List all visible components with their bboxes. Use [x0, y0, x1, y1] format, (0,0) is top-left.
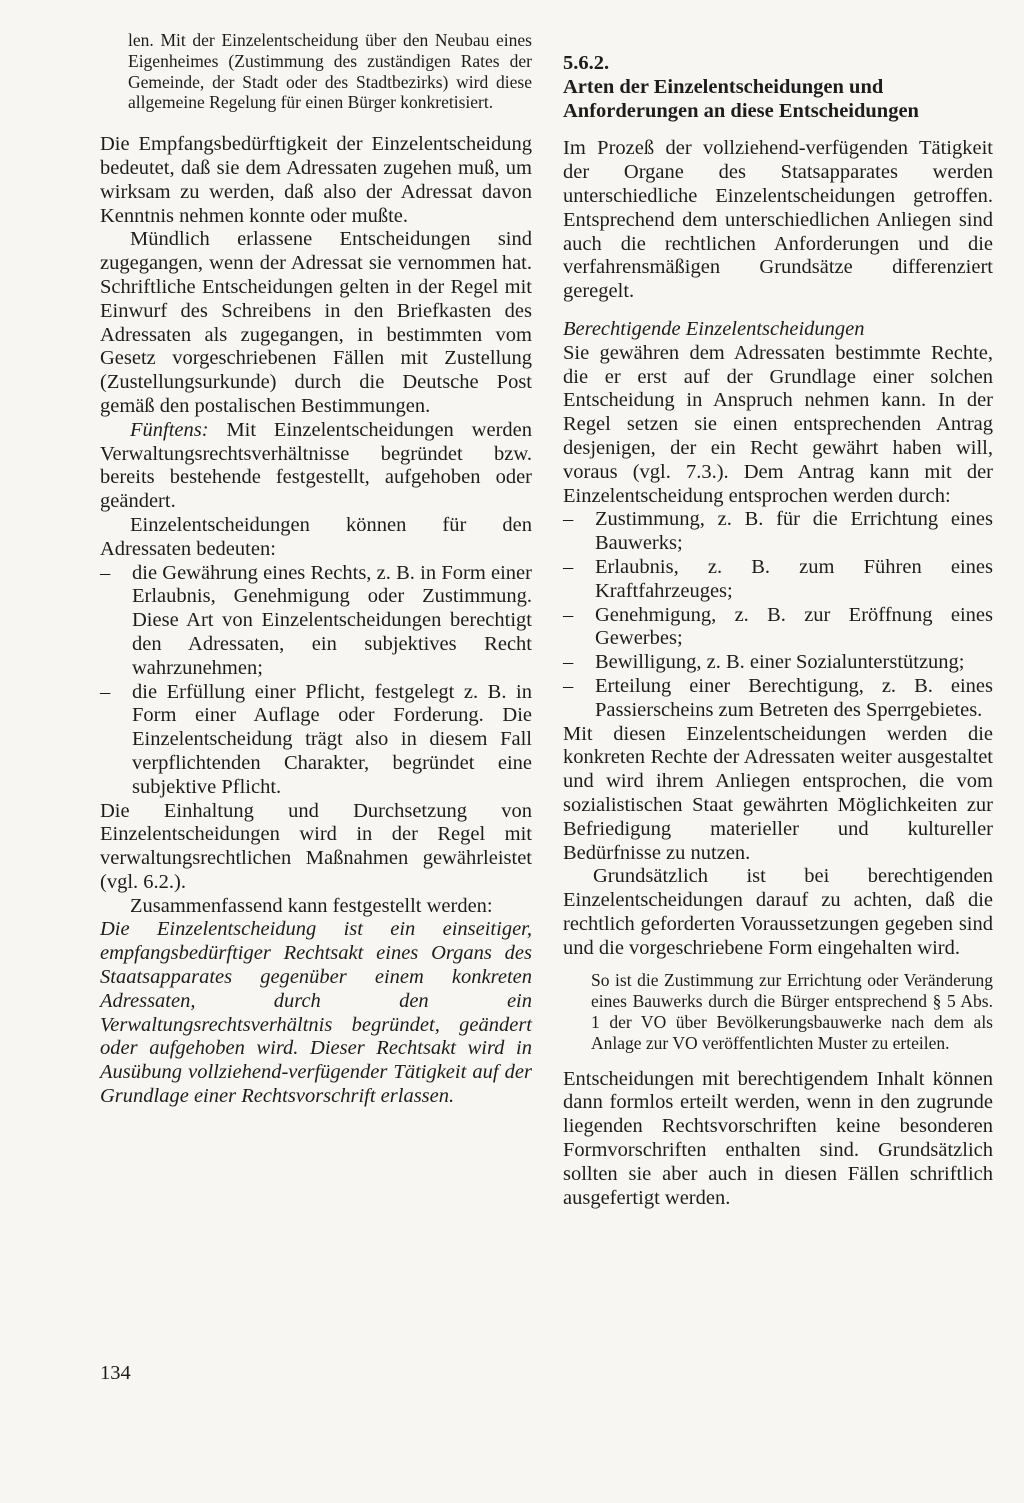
dash-mark: –: [563, 508, 574, 531]
page-number: 134: [100, 1362, 131, 1384]
left-paragraph-3: [100, 419, 532, 514]
right-list-item: [563, 556, 993, 604]
left-paragraph-4: Einzelentscheidungen können für den Adressaten bedeuten:: [100, 513, 532, 560]
subheading: Berechtigende Einzelentscheidungen: [563, 317, 865, 340]
right-list-item: [563, 651, 993, 675]
section-number: 5.6.2.: [563, 52, 610, 74]
right-list-item-text: Genehmigung, z. B. zur Eröffnung eines Gewerbes;: [595, 603, 993, 650]
left-paragraph-6: Zusammenfassend kann festgestellt werden:: [130, 894, 493, 917]
dash-mark: –: [563, 555, 574, 578]
right-paragraph-3: Mit diesen Einzelentscheidungen werden die konkreten Rechte der Adressaten weiter ausgestaltet und wird ihrem Anliegen entsprochen, die vom sozialistischen Staat gewährten Möglichkeiten zur Befriedigung materieller und kultureller Bedürfnisse zu nutzen.: [563, 722, 993, 864]
left-paragraph-3-lead: Fünftens:: [130, 418, 209, 441]
dash-mark: –: [563, 651, 574, 674]
right-paragraph-4: Grundsätzlich ist bei berechtigenden Einzelentscheidungen darauf zu achten, daß die rechtlich geforderten Voraussetzungen gegeben sind und die vorgeschriebene Form eingehalten wird.: [563, 865, 993, 959]
left-list-item: [100, 562, 532, 681]
right-paragraph-2: Sie gewähren dem Adressaten bestimmte Rechte, die er erst auf der Grundlage einer solchen Entscheidung in Anspruch nehmen kann. In der Regel setzen sie einen entsprechenden Antrag desjenigen, der ein Recht gewährt haben will, voraus (vgl. 7.3.). Dem Antrag kann mit der Einzelentscheidung entsprochen werden durch:: [563, 341, 993, 507]
left-paragraph-1: Die Empfangsbedürftigkeit der Einzelentscheidung bedeutet, daß sie dem Adressaten zugehen muß, um wirksam zu werden, daß also der Adressat davon Kenntnis nehmen konnte oder mußte.: [100, 133, 532, 227]
right-note: So ist die Zustimmung zur Errichtung oder Veränderung eines Bauwerks durch die Bürger entsprechend § 5 Abs. 1 der VO über Bevölkerungsbauwerke nach dem als Anlage zur VO veröffentlichten Muster zu erteilen.: [591, 970, 993, 1053]
dash-mark: –: [563, 603, 574, 626]
left-list-item: [100, 681, 532, 800]
right-list-item-text: Bewilligung, z. B. einer Sozialunterstützung;: [595, 651, 965, 674]
right-paragraph-5: Entscheidungen mit berechtigendem Inhalt können dann formlos erteilt werden, wenn in den zugrunde liegenden Rechtsvorschriften keine besonderen Formvorschriften enthalten sind. Grundsätzlich sollten sie aber auch in diesen Fällen schriftlich ausgefertigt werden.: [563, 1067, 993, 1209]
left-paragraph-2: Mündlich erlassene Entscheidungen sind zugegangen, wenn der Adressat sie vernommen hat. Schriftliche Entscheidungen gelten in der Regel mit Einwurf des Schreibens in den Briefkasten des Adressaten als zugegangen, in bestimmten vom Gesetz vorgeschriebenen Fällen mit Zustellung (Zustellungsurkunde) durch die Deutsche Post gemäß den postalischen Bestimmungen.: [100, 228, 532, 417]
right-list-item: [563, 675, 993, 723]
dash-mark: –: [100, 561, 111, 584]
right-list-item-text: Zustimmung, z. B. für die Errichtung eines Bauwerks;: [595, 508, 993, 555]
dash-mark: –: [563, 674, 574, 697]
left-list-item-text: die Gewährung eines Rechts, z. B. in Form einer Erlaubnis, Genehmigung oder Zustimmung. Diese Art von Einzelentscheidungen berechtigt den Adressaten, ein subjektives Recht wahrzunehmen;: [132, 561, 532, 679]
left-list-item-text: die Erfüllung einer Pflicht, festgelegt z. B. in Form einer Auflage oder Forderung. Die Einzelentscheidung trägt also in diesem Fall verpflichtenden Charakter, begründet eine subjektive Pflicht.: [132, 680, 532, 798]
right-list-item-text: Erlaubnis, z. B. zum Führen eines Kraftfahrzeuges;: [595, 555, 993, 602]
section-title: Arten der Einzelentscheidungen und Anforderungen an diese Entscheidungen: [563, 75, 919, 122]
definition-text: Die Einzelentscheidung ist ein einseitiger, empfangsbedürftiger Rechtsakt eines Organs des Staatsapparates gegenüber einem konkreten Adressaten, durch den ein Verwaltungsrechtsverhältnis begründet, geändert oder aufgehoben wird. Dieser Rechtsakt wird in Ausübung vollziehend-verfügender Tätigkeit auf der Grundlage einer Rechtsvorschrift erlassen.: [100, 918, 532, 1108]
right-list-item: [563, 604, 993, 652]
left-column: [100, 30, 532, 1109]
right-paragraph-1: Im Prozeß der vollziehend-verfügenden Tätigkeit der Organe des Statsapparates werden unterschiedliche Einzelentscheidungen getroffen. Entsprechend dem unterschiedlichen Anliegen sind auch die rechtlichen Anforderungen und die verfahrensmäßigen Grundsätze differenziert geregelt.: [563, 137, 993, 303]
left-note: len. Mit der Einzelentscheidung über den Neubau eines Eigenheimes (Zustimmung des zuständigen Rates der Gemeinde, der Stadt oder des Stadtbezirks) wird diese allgemeine Regelung für einen Bürger konkretisiert.: [128, 30, 532, 113]
right-list-item-text: Erteilung einer Berechtigung, z. B. eines Passierscheins zum Betreten des Sperrgebietes.: [595, 674, 993, 721]
left-paragraph-3-rest: Mit Einzelentscheidungen werden Verwaltungsrechtsverhältnisse begründet bzw. bereits bestehende festgestellt, aufgehoben oder geändert.: [100, 418, 532, 513]
right-column: [563, 30, 993, 1210]
dash-mark: –: [100, 680, 111, 703]
left-paragraph-5: Die Einhaltung und Durchsetzung von Einzelentscheidungen wird in der Regel mit verwaltungsrechtlichen Maßnahmen gewährleistet (vgl. 6.2.).: [100, 799, 532, 893]
right-list-item: [563, 508, 993, 556]
